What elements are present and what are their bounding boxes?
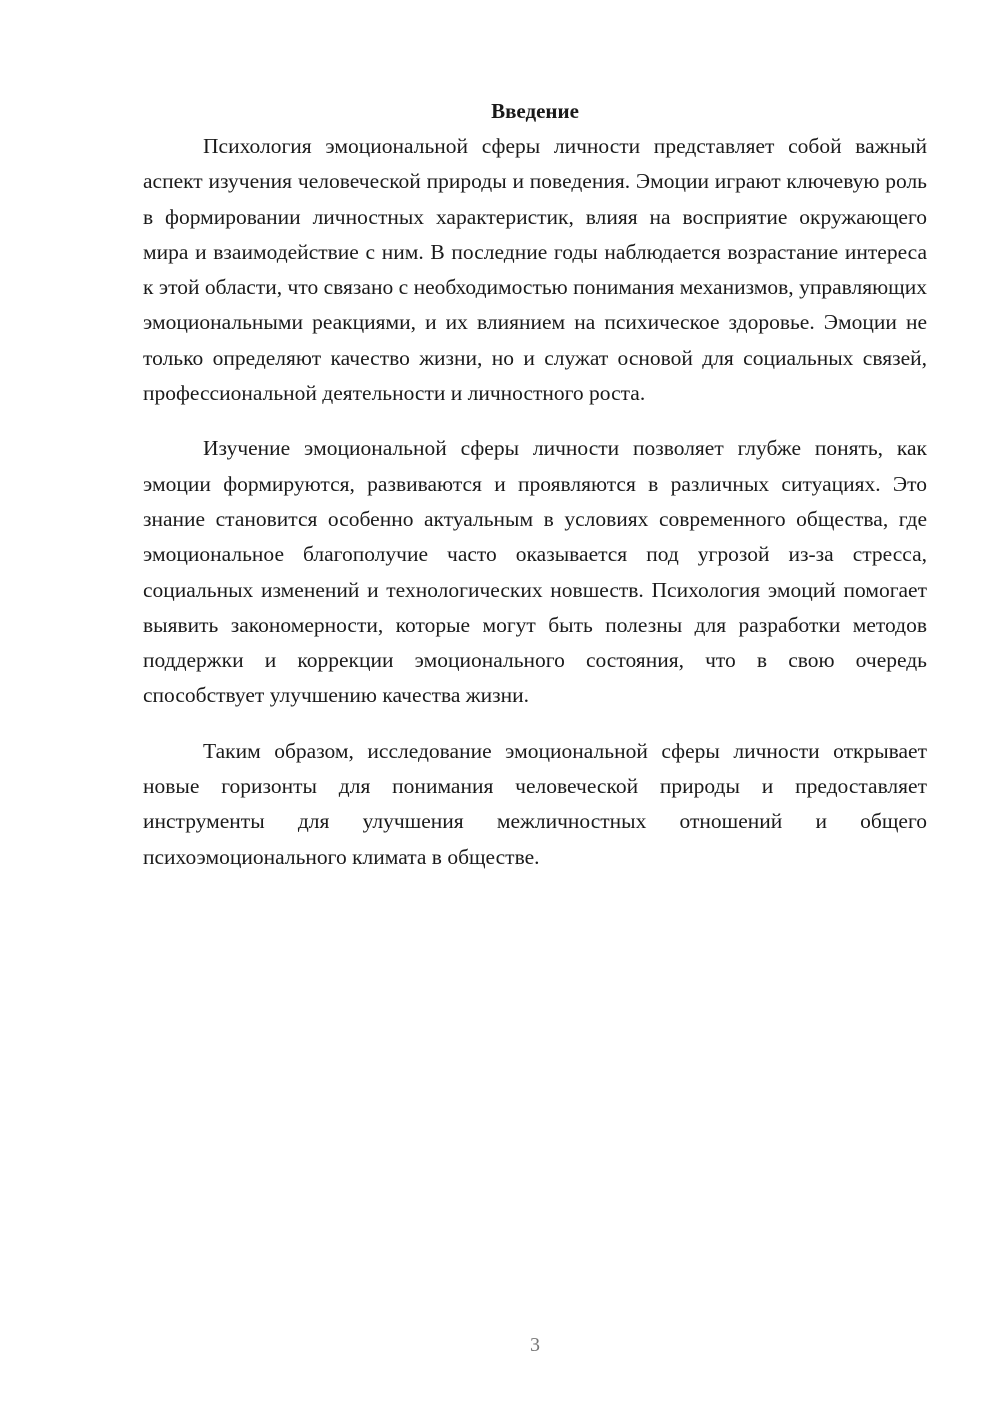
page-number: 3 [530, 1334, 540, 1356]
paragraph-2: Изучение эмоциональной сферы личности позволяет глубже понять, как эмоции формируются, развиваются и проявляются в различных ситуациях. Это знание становится особенно актуальным в условиях современного общества, где эмоциональное благополучие часто оказывается под угрозой из-за стресса, социальных изменений и технологических новшеств. Психология эмоций помогает выявить закономерности, которые могут быть полезны для разработки методов поддержки и коррекции эмоционального состояния, что в свою очередь способствует улучшению качества жизни. [143, 436, 927, 708]
paragraph-3: Таким образом, исследование эмоциональной сферы личности открывает новые горизонты для понимания человеческой природы и предоставляет инструменты для улучшения межличностных отношений и общего психоэмоционального климата в обществе. [143, 738, 927, 869]
section-heading: Введение [491, 99, 579, 123]
paragraph-1: Психология эмоциональной сферы личности представляет собой важный аспект изучения человеческой природы и поведения. Эмоции играют ключевую роль в формировании личностных характеристик, влияя на восприятие окружающего мира и взаимодействие с ним. В последние годы наблюдается возрастание интереса к этой области, что связано с необходимостью понимания механизмов, управляющих эмоциональными реакциями, и их влиянием на психическое здоровье. Эмоции не только определяют качество жизни, но и служат основой для социальных связей, профессиональной деятельности и личностного роста. [143, 134, 927, 406]
page-content [143, 96, 927, 895]
